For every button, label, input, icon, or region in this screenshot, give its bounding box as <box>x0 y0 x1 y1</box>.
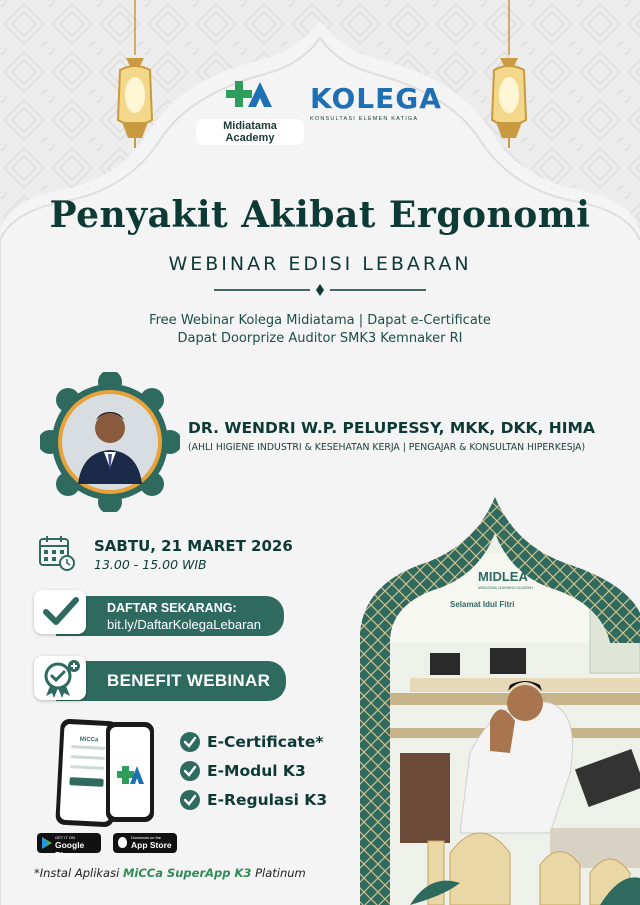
benefit-item: E-Regulasi K3 <box>207 791 328 809</box>
benefit-badge <box>34 656 86 700</box>
checkmark-icon <box>34 590 86 634</box>
page-title: Penyakit Akibat Ergonomi <box>49 194 591 236</box>
speaker-frame <box>40 372 180 512</box>
register-check-badge <box>34 590 86 634</box>
webinar-photo <box>350 493 640 905</box>
kolega-tagline: KONSULTASI ELEMEN KATIGA <box>310 116 419 122</box>
event-time: 13.00 - 15.00 WIB <box>94 557 207 572</box>
check-icon <box>180 790 200 810</box>
benefit-label: BENEFIT WEBINAR <box>107 671 271 690</box>
midiatama-logo-icon <box>196 80 304 112</box>
info-line-2: Dapat Doorprize Auditor SMK3 Kemnaker RI <box>177 331 463 346</box>
check-icon <box>180 732 200 752</box>
photo-brand-sub: MIDIATAMA LEARNING ACADEMY <box>478 586 534 590</box>
speaker-role: (AHLI HIGIENE INDUSTRI & KESEHATAN KERJA | PENGAJAR & KONSULTAN HIPERKESJA) <box>188 442 586 453</box>
award-icon <box>34 656 86 700</box>
google-play-icon <box>41 836 53 850</box>
google-play-small: GET IT ON <box>55 835 75 840</box>
benefit-item: E-Certificate* <box>207 733 324 751</box>
apple-icon <box>118 837 127 848</box>
photo-banner: Selamat Idul Fitri <box>450 600 515 609</box>
lantern-right-icon <box>486 0 532 150</box>
app-store-small: Download on the <box>131 835 162 840</box>
phone-mockup <box>54 716 158 830</box>
app-store-text: App Store <box>131 840 172 850</box>
speaker-name: DR. WENDRI W.P. PELUPESSY, MKK, DKK, HIMA <box>188 419 595 437</box>
register-link[interactable]: bit.ly/DaftarKolegaLebaran <box>107 617 261 632</box>
info-line-1: Free Webinar Kolega Midiatama | Dapat e-Certificate <box>149 313 491 328</box>
page-subtitle: WEBINAR EDISI LEBARAN <box>168 253 472 275</box>
divider-ornament <box>214 284 426 296</box>
check-icon <box>180 761 200 781</box>
kolega-logo <box>310 84 440 122</box>
footnote-suffix: Platinum <box>251 866 306 880</box>
footnote-app: MiCCa SuperApp K3 <box>122 866 252 880</box>
event-date: SABTU, 21 MARET 2026 <box>94 537 293 555</box>
midiatama-logo-text: Midiatama Academy <box>196 119 304 145</box>
register-label: DAFTAR SEKARANG: <box>107 601 237 615</box>
footnote <box>34 866 306 880</box>
photo-brand: MIDLEA <box>478 569 528 584</box>
google-play-badge[interactable] <box>37 833 101 860</box>
lantern-left-icon <box>112 0 158 150</box>
phone-app-name: MiCCa <box>79 736 99 744</box>
benefit-item: E-Modul K3 <box>207 762 306 780</box>
kolega-logo-text: KOLEGA <box>310 82 442 115</box>
app-store-badge[interactable] <box>113 833 177 853</box>
midiatama-logo <box>196 80 304 144</box>
calendar-icon <box>38 534 76 572</box>
footnote-prefix: *Instal Aplikasi <box>34 866 123 880</box>
google-play-text: Google Play <box>55 840 85 860</box>
